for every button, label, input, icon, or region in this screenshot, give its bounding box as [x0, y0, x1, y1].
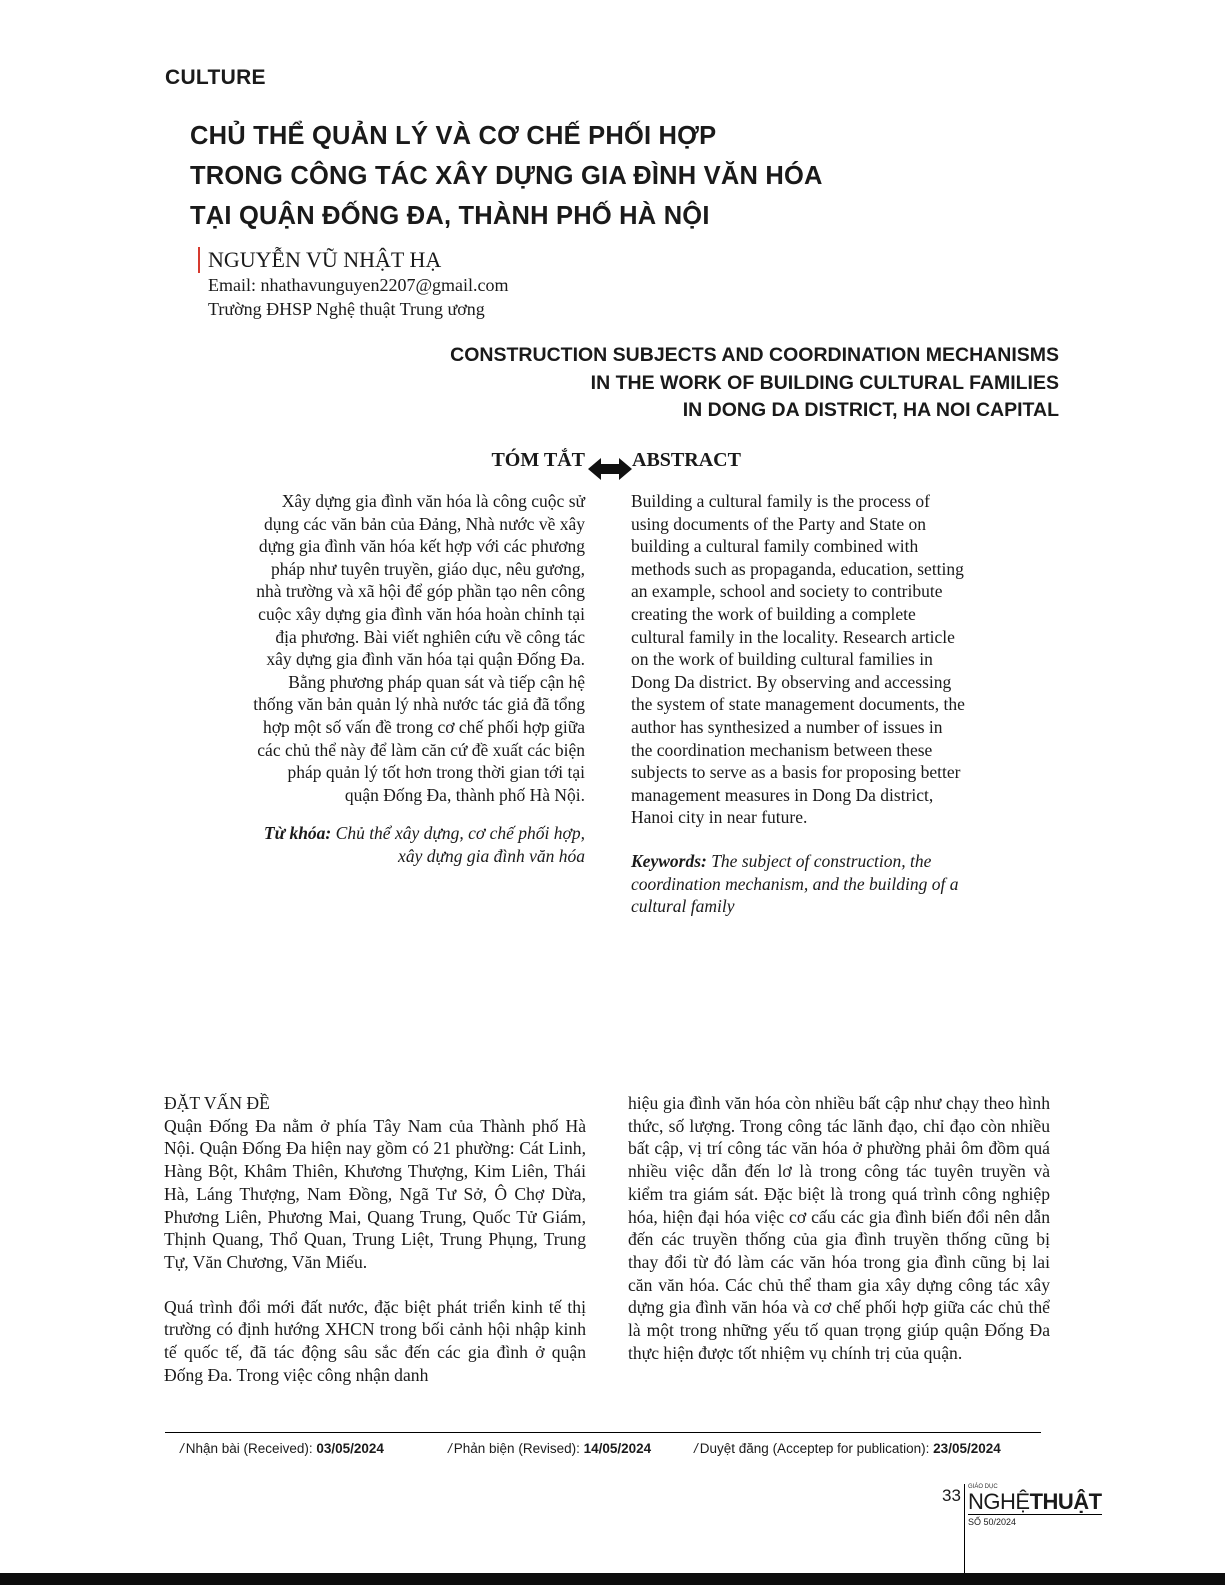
body-paragraph: Quá trình đổi mới đất nước, đặc biệt phát triển kinh tế thị trường có định hướng XHCN trong bối cảnh hội nhập kinh tế quốc tế, đã tác động sâu sắc đến các gia đình ở quận Đống Đa. Trong việc công nhận danh	[164, 1296, 586, 1385]
body-column-right	[628, 1092, 1050, 1364]
abstract-line: Xây dựng gia đình văn hóa là công cuộc sử	[281, 491, 585, 511]
abstract-line: dụng các văn bản của Đảng, Nhà nước về xây	[264, 513, 585, 534]
title-vi-line: TRONG CÔNG TÁC XÂY DỰNG GIA ĐÌNH VĂN HÓA	[190, 162, 823, 190]
issue-number: SỐ 50/2024	[968, 1514, 1102, 1528]
keywords-en-text: The subject of construction, the	[711, 850, 932, 871]
abstract-line: an example, school and society to contribute	[631, 581, 943, 602]
abstract-vi-heading: TÓM TẮT	[491, 449, 585, 471]
accepted-label: Duyệt đăng (Acceptep for publication):	[699, 1441, 930, 1456]
keywords-en-text: cultural family	[631, 896, 735, 917]
author-email: Email: nhathavunguyen2207@gmail.com	[208, 275, 509, 295]
page-number: 33	[942, 1486, 961, 1505]
abstract-line: nhà trường và xã hội để góp phần tạo nên công	[256, 581, 585, 602]
body-paragraph: Quận Đống Đa nằm ở phía Tây Nam của Thành phố Hà Nội. Quận Đống Đa hiện nay gồm có 21 phường: Cát Linh, Hàng Bột, Khâm Thiên, Khương Thượng, Kim Liên, Thái Hà, Láng Thượng, Nam Đồng, Ngã Tư Sở, Ô Chợ Dừa, Phương Liên, Phương Mai, Quang Trung, Quốc Tử Giám, Thịnh Quang, Thổ Quan, Trung Liệt, Trung Phụng, Trung Tự, Văn Chương, Văn Miếu.	[164, 1115, 586, 1272]
abstract-line: cuộc xây dựng gia đình văn hóa hoàn chỉnh tại	[258, 603, 585, 624]
abstract-en-heading: ABSTRACT	[632, 449, 741, 471]
abstract-english	[631, 490, 1031, 918]
abstract-line: building a cultural family combined with	[631, 536, 919, 557]
logo-word-bold: THUẬT	[1029, 1489, 1102, 1514]
received-value: 03/05/2024	[316, 1441, 384, 1456]
accepted-value: 23/05/2024	[933, 1441, 1001, 1456]
section-label: CULTURE	[165, 66, 266, 89]
abstract-line: Hanoi city in near future.	[631, 807, 808, 828]
double-arrow-icon	[588, 452, 632, 486]
abstract-line: thống văn bản quản lý nhà nước tác giả đã tổng	[253, 694, 585, 715]
abstract-line: pháp như tuyên truyền, giáo dục, nêu gương,	[271, 558, 585, 579]
body-paragraph: hiệu gia đình văn hóa còn nhiều bất cập như chạy theo hình thức, số lượng. Trong công tác lãnh đạo, chỉ đạo còn nhiều bất cập, vị trí công tác văn hóa ở phường phải ôm đồm quá nhiều việc dẫn đến lơ là trong công tác tuyên truyền và kiểm tra giám sát. Đặc biệt là trong quá trình công nghiệp hóa, hiện đại hóa việc cơ cấu các gia đình biến đổi nên dẫn đến các truyền thống của gia đình truyền thống cũng bị thay đổi từ đó làm các văn hóa trong gia đình cũng bị lai căn văn hóa. Các chủ thể tham gia xây dựng công tác xây dựng gia đình văn hóa và cơ chế phối hợp giữa các chủ thể là một trong những yếu tố quan trọng giúp quận Đống Đa thực hiện được tốt nhiệm vụ chính trị của quận.	[628, 1093, 1050, 1363]
author-name: NGUYỄN VŨ NHẬT HẠ	[198, 247, 509, 273]
revised-label: Phản biện (Revised):	[453, 1441, 580, 1456]
abstract-line: creating the work of building a complete	[631, 603, 916, 624]
abstract-line: cultural family in the locality. Research article	[631, 626, 955, 647]
keywords-en-text: coordination mechanism, and the building of a	[631, 873, 959, 894]
title-en-line: IN THE WORK OF BUILDING CULTURAL FAMILIES	[590, 371, 1059, 394]
keywords-en	[631, 850, 1031, 918]
title-en-line: IN DONG DA DISTRICT, HA NOI CAPITAL	[682, 399, 1059, 421]
abstract-line: pháp quản lý tốt hơn trong thời gian tới tại	[287, 762, 585, 783]
logo-word-thin: NGHỆ	[968, 1489, 1030, 1514]
received-date: / Nhận bài (Received): 03/05/2024	[180, 1441, 384, 1456]
abstract-line: dựng gia đình văn hóa kết hợp với các phương	[258, 536, 585, 557]
abstract-line: các chủ thể này để làm căn cứ đề xuất các biện	[257, 739, 585, 760]
abstract-line: Bằng phương pháp quan sát và tiếp cận hệ	[288, 671, 585, 692]
title-en-line: CONSTRUCTION SUBJECTS AND COORDINATION MECHANISMS	[450, 344, 1059, 366]
abstract-line: on the work of building cultural families in	[631, 649, 933, 670]
abstract-line: xây dựng gia đình văn hóa tại quận Đống Đa.	[266, 649, 585, 670]
title-vietnamese	[190, 116, 1090, 236]
keywords-vi-text: xây dựng gia đình văn hóa	[398, 845, 585, 866]
keywords-vi-text: Chủ thể xây dựng, cơ chế phối hợp,	[335, 823, 585, 844]
body-column-left	[164, 1092, 586, 1386]
abstract-line: địa phương. Bài viết nghiên cứu về công tác	[275, 626, 585, 647]
keywords-en-label: Keywords:	[631, 850, 707, 871]
abstract-line: Building a cultural family is the process of	[631, 491, 930, 511]
logo-small-text: GIÁO DỤC	[968, 1484, 998, 1490]
abstract-line: methods such as propaganda, education, setting	[631, 558, 964, 579]
logo-wordmark	[968, 1491, 1102, 1513]
bottom-bar	[0, 1573, 1225, 1585]
title-vi-line: CHỦ THỂ QUẢN LÝ VÀ CƠ CHẾ PHỐI HỢP	[190, 122, 717, 150]
abstract-line: the system of state management documents, the	[631, 694, 965, 715]
abstract-vietnamese	[190, 490, 585, 868]
abstract-line: quận Đống Đa, thành phố Hà Nội.	[344, 784, 585, 805]
abstract-line: subjects to serve as a basis for proposing better	[631, 762, 961, 783]
title-english	[450, 342, 1059, 425]
abstract-line: management measures in Dong Da district,	[631, 784, 934, 805]
author-affiliation: Trường ĐHSP Nghệ thuật Trung ương	[208, 299, 485, 319]
abstract-line: hợp một số vấn đề trong cơ chế phối hợp giữa	[262, 716, 585, 737]
title-vi-line: TẠI QUẬN ĐỐNG ĐA, THÀNH PHỐ HÀ NỘI	[190, 202, 710, 230]
abstract-line: using documents of the Party and State on	[631, 513, 927, 534]
section-heading: ĐẶT VẤN ĐỀ	[164, 1093, 270, 1113]
received-label: Nhận bài (Received):	[185, 1441, 313, 1456]
abstract-line: Dong Da district. By observing and accessing	[631, 671, 952, 692]
footer-divider	[165, 1432, 1041, 1433]
abstract-line: author has synthesized a number of issues in	[631, 716, 943, 737]
author-block	[198, 247, 509, 321]
revised-value: 14/05/2024	[583, 1441, 652, 1456]
abstract-line: the coordination mechanism between these	[631, 739, 933, 760]
revised-date: / Phản biện (Revised): 14/05/2024	[448, 1441, 652, 1456]
journal-logo	[964, 1484, 1102, 1574]
keywords-vi-label: Từ khóa:	[263, 823, 332, 844]
accepted-date: / Duyệt đăng (Acceptep for publication): 23/05/2024	[694, 1441, 1001, 1456]
keywords-vi	[190, 822, 585, 867]
